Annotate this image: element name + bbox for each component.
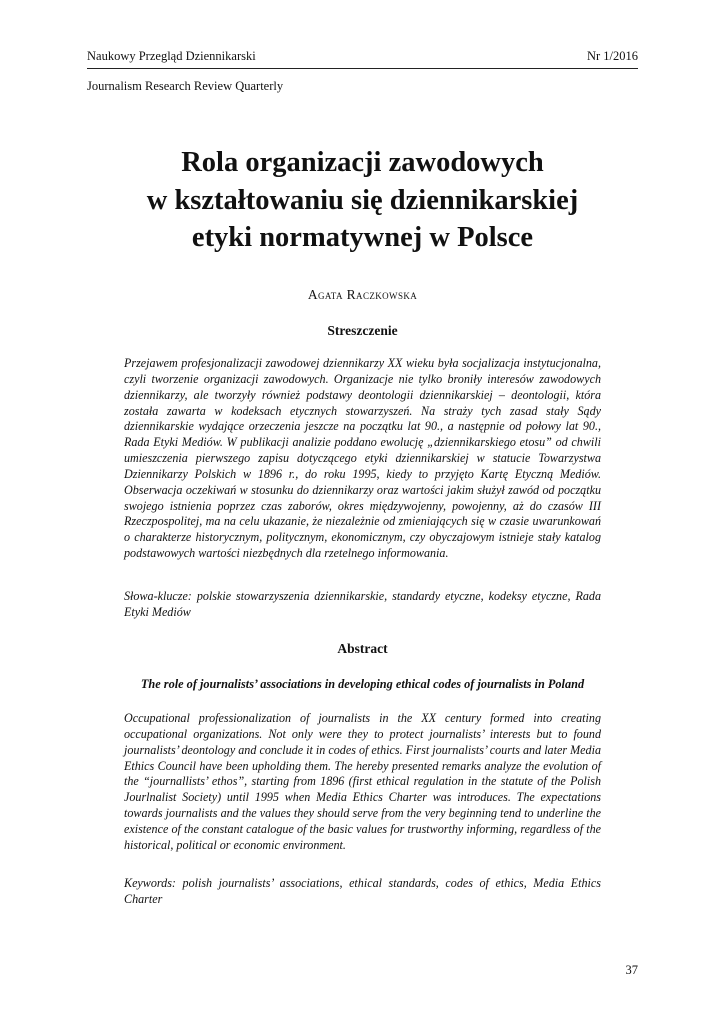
running-header: [87, 49, 638, 65]
title-line: etyki normatywnej w Polsce: [191, 222, 534, 253]
issue-number: Nr 1/2016: [586, 49, 638, 63]
article-title: [60, 144, 665, 257]
journal-name-english: Journalism Research Review Quarterly: [87, 79, 284, 93]
keywords: Keywords: polish journalists’ associations, ethical standards, codes of ethics, Media Ethics Charter: [124, 876, 601, 906]
streszczenie-body: Przejawem profesjonalizacji zawodowej dziennikarzy XX wieku była socjalizacja instytucjonalna, czyli tworzenie organizacji zawodowych. Organizacje nie tylko broniły interesów zawodowych dziennikarzy, ale tworzyły również podstawy deontologii dziennikarskiej – deontologii, która została zawarta w kodeksach etycznych stowarzyszeń. Na straży tych zasad stały Sądy dziennikarskie wydające orzeczenia jeszcze na początku lat 90., a następnie od połowy lat 90., Rada Etyki Mediów. W publikacji analizie poddano ewolucję „dziennikarskiego etosu” od chwili umieszczenia pierwszego zapisu dotyczącego etyki dziennikarskiej w statucie Towarzystwa Dziennikarzy Polskich w 1896 r., do roku 1995, kiedy to przyjęto Kartę Etyczną Mediów. Obserwacja oczekiwań w stosunku do dziennikarzy oraz wartości jakim służył zawód od początku swojego istnienia poprzez czas zaborów, okres międzywojenny, powojenny, aż do czasów III Rzeczpospolitej, ma na celu ukazanie, że niezależnie od zmieniających się w czasie uwarunkowań o charakterze historycznym, politycznym, ekonomicznym, czy obyczajowym istnieje stały katalog podstawowych wartości niezbędnych dla rzetelnego informowania.: [124, 356, 601, 561]
title-line: Rola organizacji zawodowych: [181, 147, 544, 178]
author-name: Agata Raczkowska: [307, 287, 418, 302]
slowa-klucze: Słowa-klucze: polskie stowarzyszenia dziennikarskie, standardy etyczne, kodeksy etyczne, Rada Etyki Mediów: [124, 589, 601, 619]
english-article-title: The role of journalists’ associations in developing ethical codes of journalists in Poland: [140, 677, 585, 691]
streszczenie-heading: Streszczenie: [327, 323, 398, 338]
page-number: 37: [625, 963, 638, 977]
abstract-body: Occupational professionalization of journalists in the XX century formed into creating occupational organizations. Not only were they to protect journalists’ interests but to found journalists’ deontology and conclude it in codes of ethics. First journalists’ courts and later Media Ethics Council have been upholding them. The hereby presented remarks analyze the evolution of the “journallists’ ethos”, starting from 1896 (first ethical regulation in the statute of the Polish Jourlnalist Society) until 1995 when Media Ethics Charter was introduces. The expectations towards journalists and the values they should serve from the very beginning tend to underline the existence of the constant catalogue of the basic values for trustworthy informing, regardless of the historical, political or economic environment.: [124, 711, 601, 852]
journal-name: Naukowy Przegląd Dziennikarski: [87, 49, 256, 63]
header-rule: [87, 68, 638, 69]
abstract-heading: Abstract: [337, 641, 388, 656]
title-line: w kształtowaniu się dziennikarskiej: [146, 184, 579, 216]
